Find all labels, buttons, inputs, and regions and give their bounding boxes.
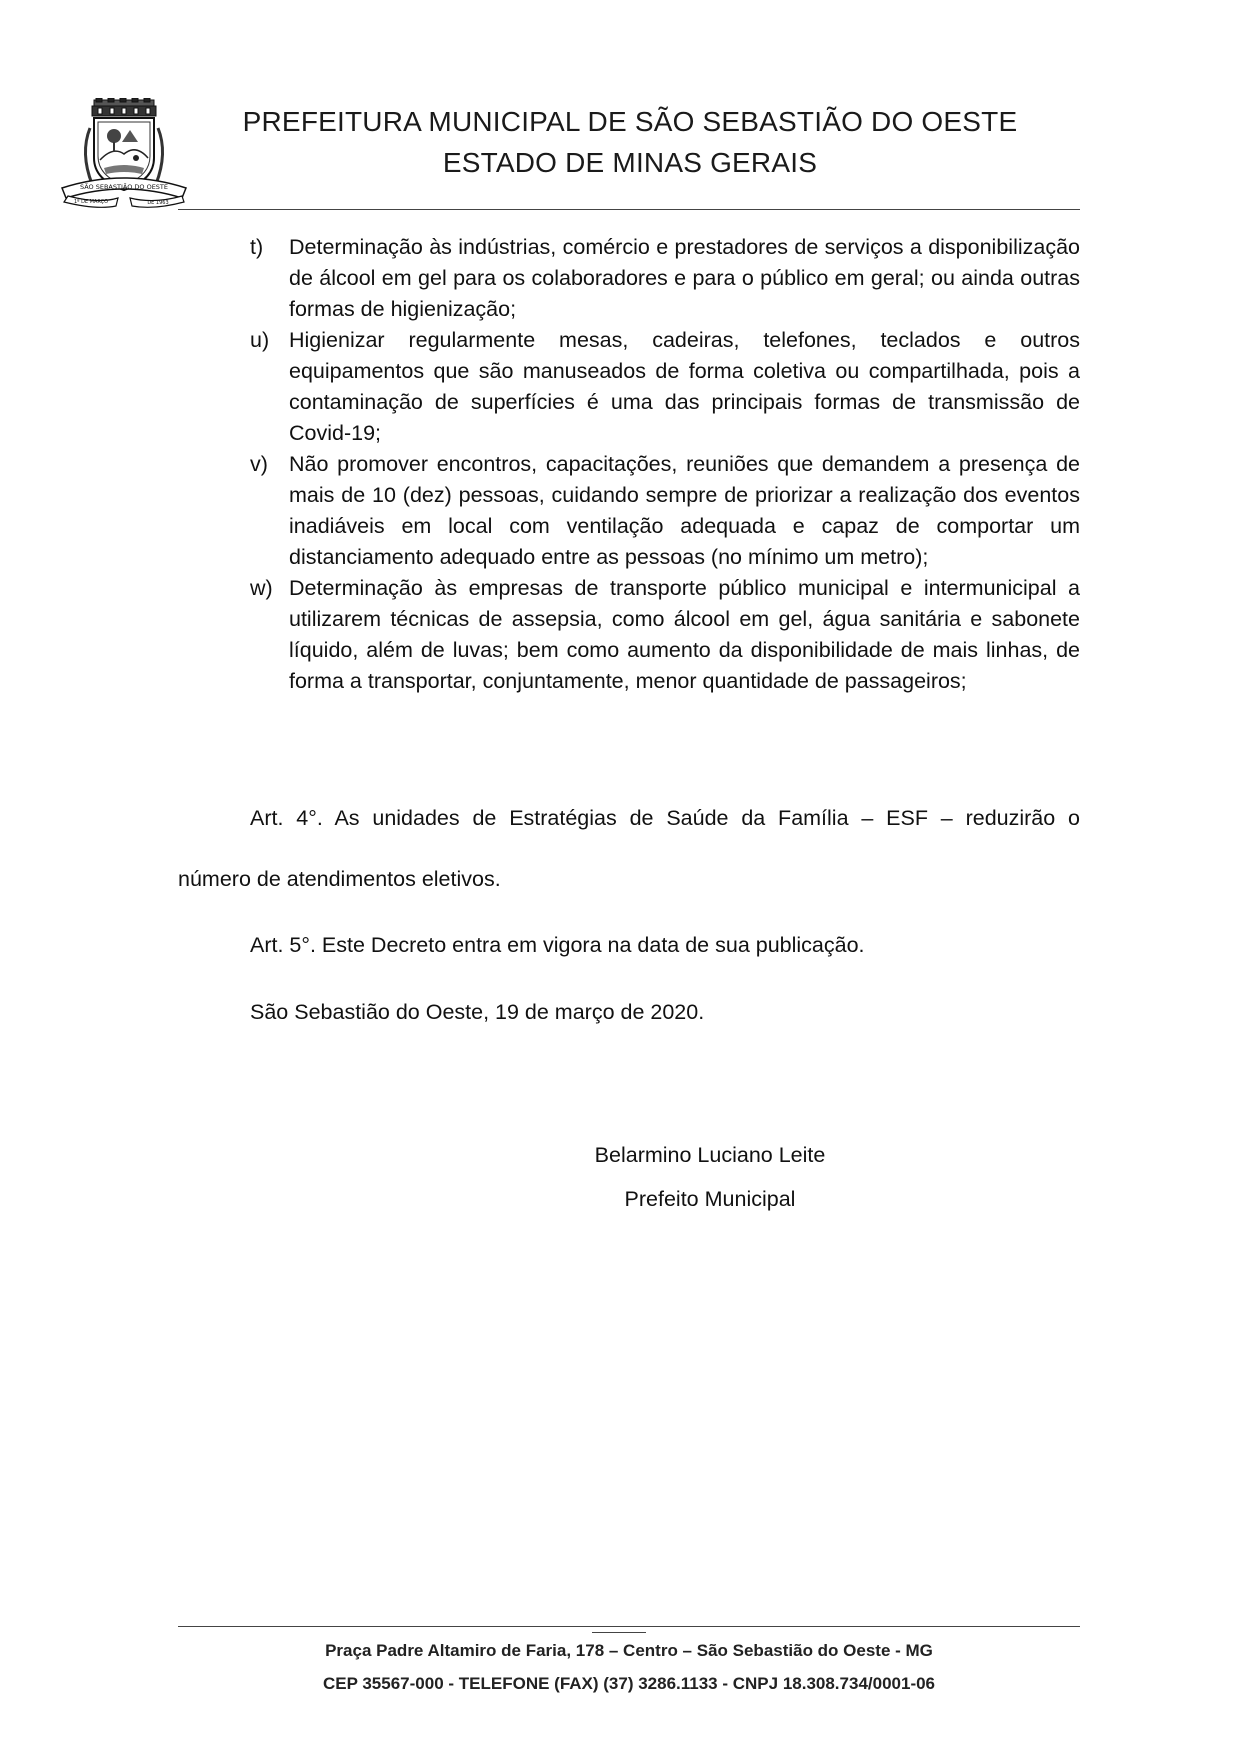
list-item-marker: w) — [250, 576, 273, 600]
article-5: Art. 5°. Este Decreto entra em vigora na data de sua publicação. — [250, 933, 865, 957]
list-item-marker: u) — [250, 328, 270, 352]
header-title: PREFEITURA MUNICIPAL DE SÃO SEBASTIÃO DO OESTE — [242, 106, 1018, 137]
header-subtitle: ESTADO DE MINAS GERAIS — [442, 147, 818, 178]
article-4-line-2: número de atendimentos eletivos. — [178, 867, 501, 891]
list-item-marker: v) — [250, 452, 268, 476]
signatory-role: Prefeito Municipal — [624, 1187, 796, 1211]
list-item — [250, 449, 1080, 573]
list-item-text: Determinação às empresas de transporte público municipal e intermunicipal a utilizarem técnicas de assepsia, como álcool em gel, água sanitária e sabonete líquido, além de luvas; bem como aumento da disponibilidade de mais linhas, de forma a transportar, conjuntamente, menor quantidade de passageiros; — [289, 576, 1080, 693]
list-item-text: Higienizar regularmente mesas, cadeiras, telefones, teclados e outros equipamentos que são manuseados de forma coletiva ou compartilhada, pois a contaminação de superfícies é uma das principais formas de transmissão de Covid-19; — [289, 328, 1080, 445]
list-item-text: Determinação às indústrias, comércio e prestadores de serviços a disponibilização de álcool em gel para os colaboradores e para o público em geral; ou ainda outras formas de higienização; — [289, 235, 1080, 321]
footer-address: Praça Padre Altamiro de Faria, 178 – Centro – São Sebastião do Oeste - MG — [325, 1641, 933, 1660]
list-item-text: Não promover encontros, capacitações, reuniões que demandem a presença de mais de 10 (dez) pessoas, cuidando sempre de priorizar a realização dos eventos inadiáveis em local com ventilação adequada e capaz de comportar um distanciamento adequado entre as pessoas (no mínimo um metro); — [289, 452, 1080, 569]
list-item-marker: t) — [250, 235, 264, 259]
dateline: São Sebastião do Oeste, 19 de março de 2020. — [250, 1000, 705, 1024]
coat-of-arms-icon — [58, 98, 190, 210]
decree-item-list — [250, 232, 1080, 697]
signatory-name: Belarmino Luciano Leite — [594, 1143, 826, 1167]
footer-contact: CEP 35567-000 - TELEFONE (FAX) (37) 3286.1133 - CNPJ 18.308.734/0001-06 — [322, 1674, 936, 1693]
svg-text:SÃO SEBASTIÃO DO OESTE: SÃO SEBASTIÃO DO OESTE — [79, 183, 169, 191]
list-item — [250, 325, 1080, 449]
list-item — [250, 573, 1080, 697]
svg-text:1º DE MARÇO: 1º DE MARÇO — [73, 199, 109, 205]
svg-text:DE 1963: DE 1963 — [147, 200, 169, 206]
footer-divider — [178, 1626, 1080, 1627]
list-item — [250, 232, 1080, 325]
article-4-line-1: Art. 4°. As unidades de Estratégias de Saúde da Família – ESF – reduzirão o — [250, 806, 1080, 830]
footer-accent-line — [592, 1632, 646, 1633]
header-divider — [178, 209, 1080, 210]
